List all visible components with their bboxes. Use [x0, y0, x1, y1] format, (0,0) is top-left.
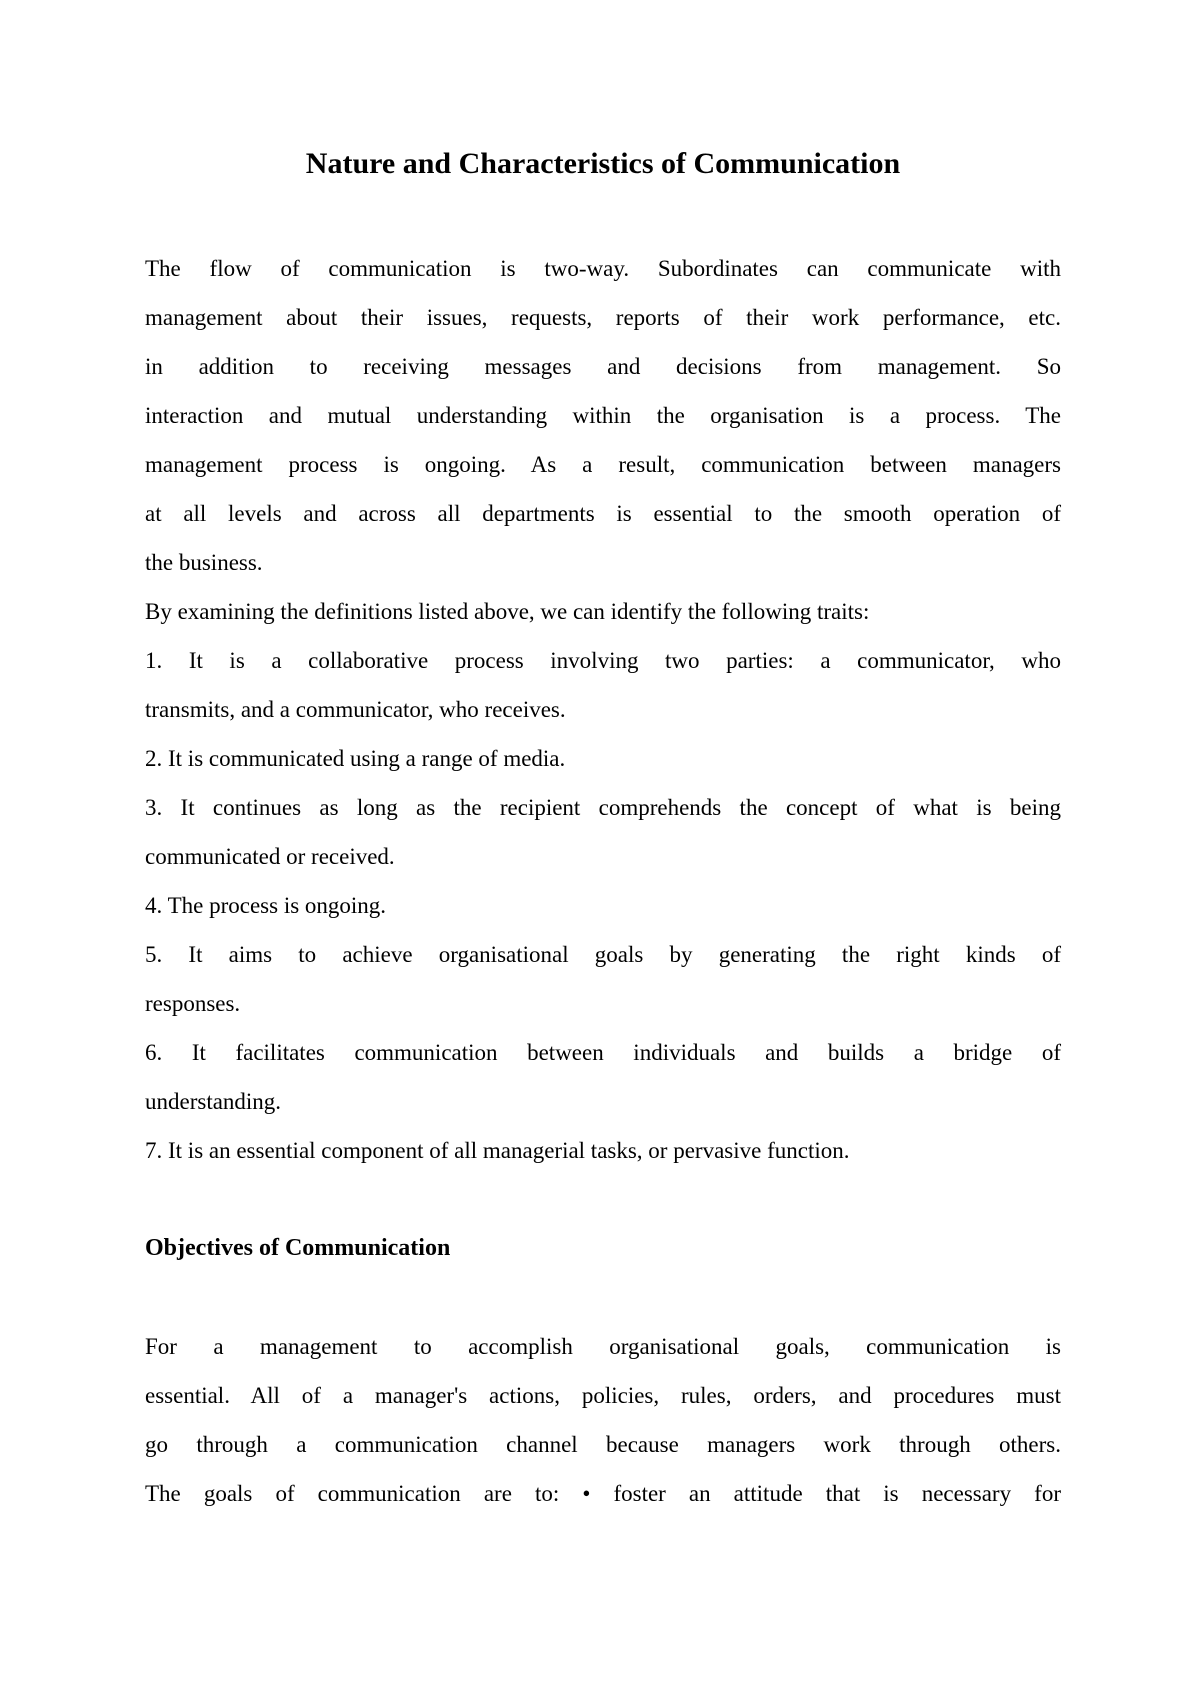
text-line: 3. It continues as long as the recipient comprehends the concept of what is being: [145, 795, 1061, 820]
text-line: responses.: [145, 991, 241, 1016]
text-line: the business.: [145, 550, 263, 575]
intro-section: [145, 244, 1061, 1175]
text-line: The goals of communication are to: • foster an attitude that is necessary for: [145, 1481, 1061, 1506]
text-line: in addition to receiving messages and decisions from management. So: [145, 354, 1061, 379]
document-title: Nature and Characteristics of Communication: [305, 147, 901, 180]
spacer: [145, 1175, 1061, 1224]
text-line: 1. It is a collaborative process involving two parties: a communicator, who: [145, 648, 1061, 673]
document-body: [145, 244, 1061, 1518]
text-line: 7. It is an essential component of all managerial tasks, or pervasive function.: [145, 1138, 850, 1163]
objectives-section: [145, 1322, 1061, 1518]
spacer: [145, 1273, 1061, 1322]
text-line: transmits, and a communicator, who receives.: [145, 697, 566, 722]
text-line: interaction and mutual understanding within the organisation is a process. The: [145, 403, 1061, 428]
text-line: 4. The process is ongoing.: [145, 893, 387, 918]
text-line: 5. It aims to achieve organisational goals by generating the right kinds of: [145, 942, 1061, 967]
text-line: By examining the definitions listed above, we can identify the following traits:: [145, 599, 870, 624]
text-line: understanding.: [145, 1089, 282, 1114]
text-line: essential. All of a manager's actions, policies, rules, orders, and procedures must: [145, 1383, 1061, 1408]
text-line: management process is ongoing. As a result, communication between managers: [145, 452, 1061, 477]
text-line: The flow of communication is two-way. Subordinates can communicate with: [145, 256, 1061, 281]
text-line: management about their issues, requests, reports of their work performance, etc.: [145, 305, 1061, 330]
text-line: 6. It facilitates communication between individuals and builds a bridge of: [145, 1040, 1061, 1065]
text-line: For a management to accomplish organisational goals, communication is: [145, 1334, 1061, 1359]
text-line: at all levels and across all departments is essential to the smooth operation of: [145, 501, 1061, 526]
text-line: 2. It is communicated using a range of media.: [145, 746, 566, 771]
section-heading: Objectives of Communication: [145, 1235, 451, 1261]
text-line: go through a communication channel because managers work through others.: [145, 1432, 1061, 1457]
text-line: communicated or received.: [145, 844, 395, 869]
